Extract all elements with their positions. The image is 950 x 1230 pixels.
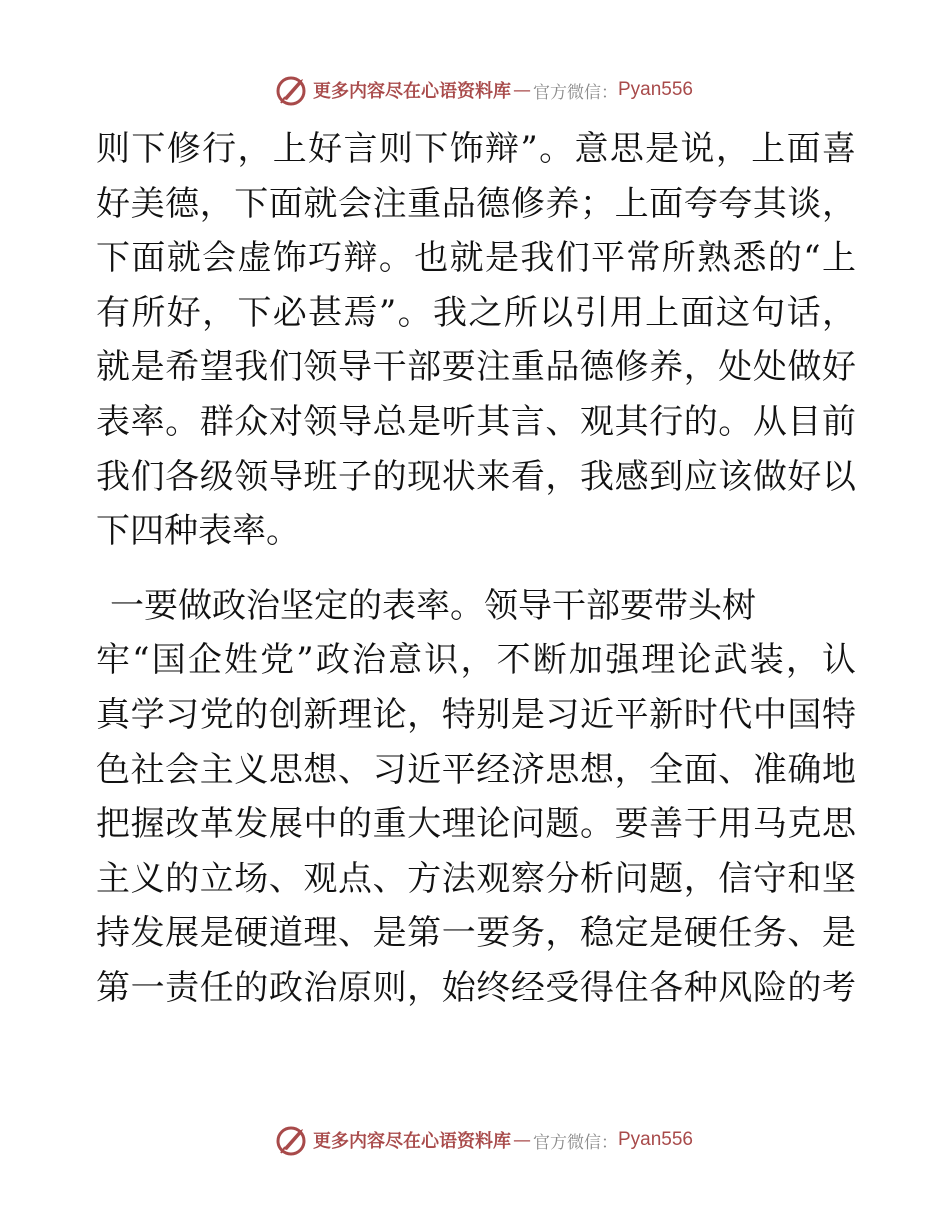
text-line: 持发展是硬道理、是第一要务，稳定是硬任务、是 bbox=[96, 913, 856, 954]
text-line: 色社会主义思想、习近平经济思想，全面、准确地 bbox=[96, 749, 856, 790]
footer-banner-inner bbox=[275, 1123, 693, 1157]
text-line: 我们各级领导班子的现状来看，我感到应该做好以 bbox=[96, 456, 856, 497]
paragraph-gap bbox=[96, 559, 856, 579]
text-line: 第一责任的政治原则，始终经受得住各种风险的考 bbox=[96, 967, 856, 1008]
text-line: 下四种表率。 bbox=[96, 511, 300, 552]
quill-logo-icon bbox=[275, 1123, 309, 1157]
footer-banner-dash: — bbox=[512, 1129, 531, 1151]
footer-banner-text: 更多内容尽在心语资料库 bbox=[312, 1131, 511, 1152]
text-line: 有所好，下必甚焉”。我之所以引用上面这句话， bbox=[96, 292, 856, 333]
paragraph-2 bbox=[96, 579, 856, 1016]
paragraph-1 bbox=[96, 122, 856, 559]
document-body bbox=[96, 122, 856, 1016]
header-wechat-label: 官方微信： bbox=[532, 82, 618, 103]
text-line: 就是希望我们领导干部要注重品德修养，处处做好 bbox=[96, 347, 856, 388]
quill-logo-icon bbox=[275, 73, 309, 107]
text-line: 一要做政治坚定的表率。领导干部要带头树 bbox=[110, 585, 756, 626]
header-banner-inner bbox=[275, 73, 693, 107]
text-line: 真学习党的创新理论，特别是习近平新时代中国特 bbox=[96, 694, 856, 735]
text-line: 表率。群众对领导总是听其言、观其行的。从目前 bbox=[96, 401, 856, 442]
header-banner-dash: — bbox=[512, 79, 531, 101]
header-wechat-id: Pyan556 bbox=[617, 79, 693, 100]
text-line: 主义的立场、观点、方法观察分析问题，信守和坚 bbox=[96, 858, 856, 899]
footer-banner bbox=[0, 1120, 950, 1160]
footer-wechat-label: 官方微信： bbox=[532, 1132, 618, 1153]
header-banner bbox=[0, 70, 950, 110]
footer-wechat-id: Pyan556 bbox=[617, 1129, 693, 1150]
header-banner-text: 更多内容尽在心语资料库 bbox=[312, 81, 511, 102]
text-line: 下面就会虚饰巧辩。也就是我们平常所熟悉的“上 bbox=[96, 238, 856, 279]
text-line: 则下修行，上好言则下饰辩”。意思是说，上面喜 bbox=[96, 129, 856, 169]
text-line: 牢“国企姓党”政治意识，不断加强理论武装，认 bbox=[96, 640, 856, 681]
text-line: 把握改革发展中的重大理论问题。要善于用马克思 bbox=[96, 804, 856, 845]
text-line: 好美德，下面就会注重品德修养；上面夸夸其谈， bbox=[96, 183, 856, 224]
